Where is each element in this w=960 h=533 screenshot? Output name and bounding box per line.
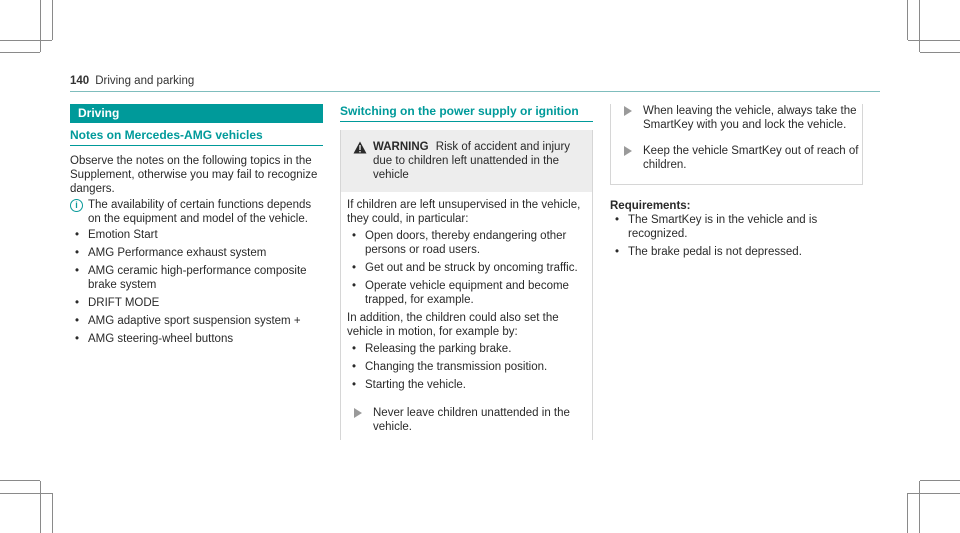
- list-item: • AMG Performance exhaust system: [70, 246, 323, 260]
- left-column: [70, 104, 323, 346]
- crop-mark: [908, 40, 960, 41]
- list-item: • Get out and be struck by oncoming traffic.: [347, 261, 582, 275]
- list-item: • AMG steering-wheel buttons: [70, 332, 323, 346]
- topic-list: [70, 228, 323, 346]
- crop-mark: [0, 40, 52, 41]
- section-bar: Driving: [70, 104, 323, 123]
- section-title: Driving and parking: [95, 75, 195, 87]
- crop-mark: [0, 480, 40, 481]
- instruction-text: When leaving the vehicle, always take the SmartKey with you and lock the vehicle.: [643, 105, 857, 131]
- risk-list: [347, 229, 582, 307]
- crop-mark: [52, 493, 53, 533]
- header-divider: [70, 91, 880, 92]
- crop-mark: [40, 481, 41, 533]
- right-column: [610, 104, 863, 259]
- motion-list: [347, 342, 582, 392]
- instruction-text: Keep the vehicle SmartKey out of reach of children.: [643, 145, 859, 171]
- crop-mark: [919, 0, 920, 52]
- warning-box-continued: [610, 104, 863, 185]
- warning-header: [341, 130, 592, 192]
- intro-text: Observe the notes on the following topics in the Supplement, otherwise you may fail to recognize dangers.: [70, 155, 318, 195]
- note-text: The availability of certain functions depends on the equipment and model of the vehicle.: [88, 199, 312, 225]
- page-number: 140: [70, 75, 90, 87]
- crop-mark: [0, 493, 52, 494]
- instruction-text: Never leave children unattended in the vehicle.: [373, 407, 570, 433]
- middle-column: [340, 104, 593, 440]
- instruction: [341, 406, 592, 434]
- subheading: Switching on the power supply or ignition: [340, 104, 593, 122]
- crop-mark: [907, 0, 908, 40]
- list-item: • Starting the vehicle.: [347, 378, 582, 392]
- warning-text: Risk of accident and injury due to children left unattended in the vehicle: [373, 141, 571, 181]
- warning-icon: [353, 141, 367, 154]
- arrow-right-icon: [624, 106, 632, 116]
- list-item: • AMG ceramic high-performance composite brake system: [70, 264, 323, 292]
- list-item: • The SmartKey is in the vehicle and is recognized.: [610, 213, 863, 241]
- requirements-list: [610, 213, 863, 259]
- crop-mark: [919, 481, 920, 533]
- instruction: [611, 144, 862, 172]
- crop-mark: [920, 480, 960, 481]
- info-icon: i: [70, 199, 83, 212]
- subheading: Notes on Mercedes-AMG vehicles: [70, 128, 323, 146]
- crop-mark: [0, 52, 40, 53]
- requirements-label: Requirements:: [610, 200, 691, 212]
- crop-mark: [52, 0, 53, 40]
- list-item: • Changing the transmission position.: [347, 360, 582, 374]
- info-note: [70, 198, 323, 226]
- list-item: • AMG adaptive sport suspension system +: [70, 314, 323, 328]
- list-item: • Emotion Start: [70, 228, 323, 242]
- crop-mark: [908, 493, 960, 494]
- list-item: • Releasing the parking brake.: [347, 342, 582, 356]
- paragraph: If children are left unsupervised in the vehicle, they could, in particular:: [347, 199, 581, 225]
- crop-mark: [920, 52, 960, 53]
- list-item: • DRIFT MODE: [70, 296, 323, 310]
- list-item: • Open doors, thereby endangering other persons or road users.: [347, 229, 582, 257]
- instruction: [611, 104, 862, 132]
- crop-mark: [40, 0, 41, 52]
- arrow-right-icon: [624, 146, 632, 156]
- warning-label: WARNING: [373, 141, 429, 153]
- paragraph: In addition, the children could also set the vehicle in motion, for example by:: [347, 312, 559, 338]
- warning-box: [340, 130, 593, 440]
- page-header: [70, 75, 194, 87]
- list-item: • Operate vehicle equipment and become trapped, for example.: [347, 279, 582, 307]
- list-item: • The brake pedal is not depressed.: [610, 245, 863, 259]
- crop-mark: [907, 493, 908, 533]
- arrow-right-icon: [354, 408, 362, 418]
